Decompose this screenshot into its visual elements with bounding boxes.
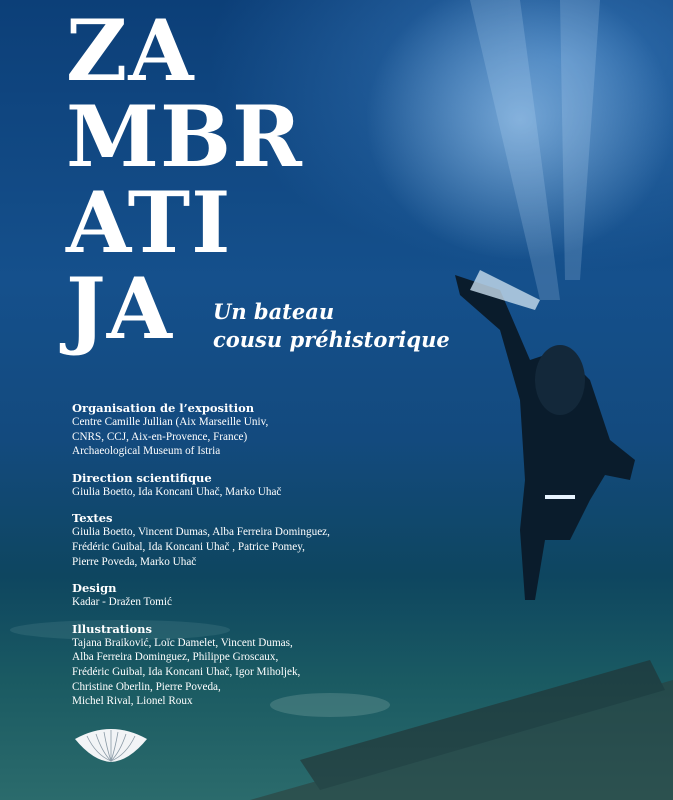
credit-heading: Illustrations (72, 621, 152, 636)
subtitle-line: Un bateau (213, 299, 335, 324)
credit-text: Giulia Boetto, Ida Koncani Uhač, Marko Uhač (72, 485, 282, 498)
credit-heading: Direction scientifique (72, 470, 212, 485)
title-line: ATI (66, 173, 232, 272)
credit-heading: Textes (72, 511, 113, 526)
title-line: JA (66, 259, 173, 358)
credit-text: Centre Camille Jullian (Aix Marseille Univ, CNRS, CCJ, Aix-en-Provence, France) Archaeological Museum of Istria (72, 416, 269, 458)
diver (455, 270, 635, 600)
credit-heading: Design (72, 581, 117, 596)
credit-text: Kadar - Dražen Tomić (72, 596, 172, 609)
subtitle-line: cousu préhistorique (213, 327, 450, 352)
poster-subtitle (213, 298, 450, 354)
credits-block (72, 401, 432, 721)
credit-text: Giulia Boetto, Vincent Dumas, Alba Ferreira Dominguez, Frédéric Guibal, Ida Koncani Uhač , Patrice Pomey, Pierre Poveda, Marko Uhač (72, 526, 330, 568)
title-line: MBR (66, 87, 303, 186)
title-line: ZA (66, 1, 195, 100)
credit-text: Tajana Braiković, Loïc Damelet, Vincent Dumas, Alba Ferreira Dominguez, Philippe Groscaux, Frédéric Guibal, Ida Koncani Uhač, Igor Miholjek, Christine Oberlin, Pierre Poveda, Michel Rival, Lionel Roux (72, 636, 301, 708)
boat-hull-logo-icon (74, 727, 148, 763)
credit-heading: Organisation de l’exposition (72, 401, 255, 415)
light-rays (470, 0, 600, 300)
